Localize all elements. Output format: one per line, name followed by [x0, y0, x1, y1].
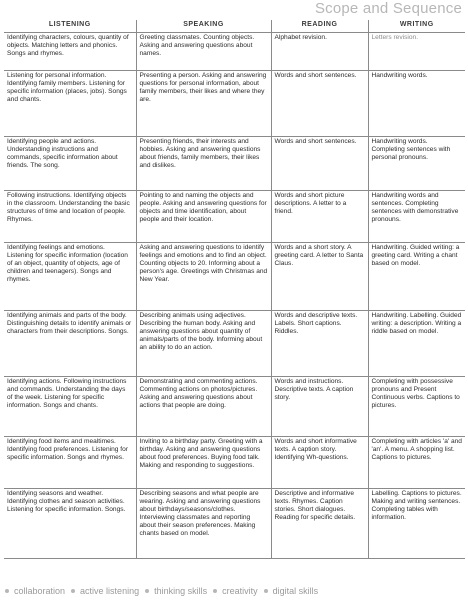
bullet-icon [213, 589, 217, 593]
table-row [4, 191, 465, 243]
table-row [4, 71, 465, 137]
listening-cell: Identifying feelings and emotions. Listening for specific information (location of an object, quantity of objects, age of children and teenagers). Songs and rhymes. [4, 243, 136, 311]
speaking-cell: Asking and answering questions to identify feelings and emotions and to find an object. Counting objects to 20. Informing about a person's age. Greetings with Christmas and New Year. [136, 243, 271, 311]
writing-cell: Handwriting words. [368, 71, 465, 137]
writing-cell: Handwriting words. Completing sentences with personal pronouns. [368, 137, 465, 191]
listening-cell: Identifying people and actions. Understanding instructions and commands, specific information about friends. The song. [4, 137, 136, 191]
table-row [4, 33, 465, 71]
listening-cell: Identifying seasons and weather. Identifying clothes and season activities. Listening for specific information. Songs. [4, 489, 136, 559]
writing-cell: Labelling. Captions to pictures. Making and writing sentences. Completing tables with information. [368, 489, 465, 559]
header-row [4, 20, 465, 33]
reading-cell: Words and short sentences. [271, 137, 368, 191]
speaking-cell: Presenting a person. Asking and answering questions for personal information, about family members, their likes and where they are. [136, 71, 271, 137]
bullet-icon [145, 589, 149, 593]
listening-cell: Listening for personal information. Identifying family members. Listening for specific information (places, jobs). Songs and chants. [4, 71, 136, 137]
reading-cell: Words and descriptive texts. Labels. Short captions. Riddles. [271, 311, 368, 377]
skill-label: collaboration [14, 586, 66, 596]
reading-cell: Words and instructions. Descriptive texts. A caption story. [271, 377, 368, 437]
writing-cell: Letters revision. [368, 33, 465, 71]
table-row [4, 243, 465, 311]
skills-footer [0, 586, 468, 596]
writing-cell: Handwriting. Labelling. Guided writing: a description. Writing a riddle based on model. [368, 311, 465, 377]
bullet-icon [71, 589, 75, 593]
writing-cell: Completing with possessive pronouns and Present Continuous verbs. Captions to pictures. [368, 377, 465, 437]
bullet-icon [264, 589, 268, 593]
speaking-cell: Inviting to a birthday party. Greeting with a birthday. Asking and answering questions about food preferences. Buying food talk. Making and responding to suggestions. [136, 437, 271, 489]
scope-table [4, 20, 465, 559]
header-reading: READING [271, 20, 368, 33]
table-row [4, 489, 465, 559]
writing-cell: Handwriting. Guided writing: a greeting card. Writing a chant based on model. [368, 243, 465, 311]
writing-cell: Completing with articles 'a' and 'an'. A menu. A shopping list. Captions to pictures. [368, 437, 465, 489]
speaking-cell: Pointing to and naming the objects and people. Asking and answering questions for objects and time identification, about people and their location. [136, 191, 271, 243]
reading-cell: Words and a short story. A greeting card. A letter to Santa Claus. [271, 243, 368, 311]
skill-label: thinking skills [154, 586, 208, 596]
page-title: Scope and Sequence [314, 0, 462, 17]
table-row [4, 437, 465, 489]
listening-cell: Identifying food items and mealtimes. Identifying food preferences. Listening for specific information. Songs and rhymes. [4, 437, 136, 489]
speaking-cell: Describing seasons and what people are wearing. Asking and answering questions about birthdays/seasons/clothes. Interviewing classmates and reporting about their season preferences. Making chants based on model. [136, 489, 271, 559]
reading-cell: Words and short picture descriptions. A letter to a friend. [271, 191, 368, 243]
skill-label: creativity [222, 586, 258, 596]
table-row [4, 311, 465, 377]
speaking-cell: Describing animals using adjectives. Describing the human body. Asking and answering questions about quantity of animals/parts of the body. Informing about an ability to do an action. [136, 311, 271, 377]
writing-cell: Handwriting words and sentences. Completing sentences with demonstrative pronouns. [368, 191, 465, 243]
speaking-cell: Demonstrating and commenting actions. Commenting actions on photos/pictures. Asking and answering questions about actions that people are doing. [136, 377, 271, 437]
table-row [4, 137, 465, 191]
reading-cell: Words and short sentences. [271, 71, 368, 137]
listening-cell: Identifying actions. Following instructions and commands. Understanding the days of the week. Listening for specific information. Songs and chants. [4, 377, 136, 437]
header-listening: LISTENING [4, 20, 136, 33]
listening-cell: Following instructions. Identifying objects in the classroom. Understanding the basic structures of time and location of people. Rhymes. [4, 191, 136, 243]
header-speaking: SPEAKING [136, 20, 271, 33]
bullet-icon [5, 589, 9, 593]
reading-cell: Descriptive and informative texts. Rhymes. Caption stories. Short dialogues. Reading for specific details. [271, 489, 368, 559]
listening-cell: Identifying animals and parts of the body. Distinguishing details to identify animals or characters from their descriptions. Songs. [4, 311, 136, 377]
reading-cell: Alphabet revision. [271, 33, 368, 71]
listening-cell: Identifying characters, colours, quantity of objects. Matching letters and phonics. Songs and rhymes. [4, 33, 136, 71]
speaking-cell: Presenting friends, their interests and hobbies. Asking and answering questions about friends, family members, their likes and dislikes. [136, 137, 271, 191]
skill-label: active listening [80, 586, 140, 596]
skill-label: digital skills [272, 586, 319, 596]
header-writing: WRITING [368, 20, 465, 33]
reading-cell: Words and short informative texts. A caption story. Identifying Wh-questions. [271, 437, 368, 489]
speaking-cell: Greeting classmates. Counting objects. Asking and answering questions about names. [136, 33, 271, 71]
table-row [4, 377, 465, 437]
